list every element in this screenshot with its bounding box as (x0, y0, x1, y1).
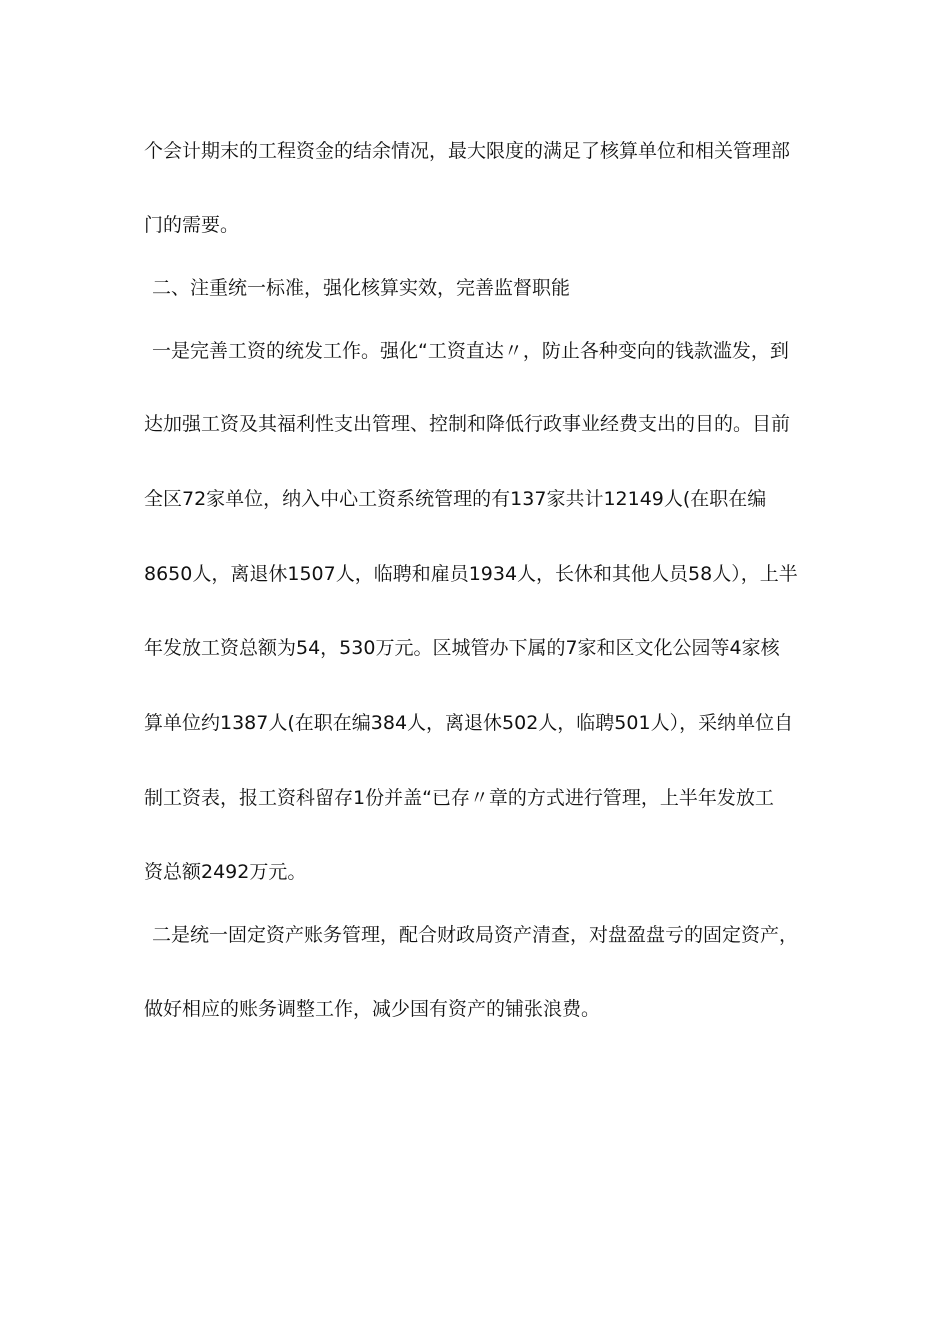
paragraph-line: 年发放工资总额为54，530万元。区城管办下属的7家和区文化公园等4家核 (144, 637, 780, 659)
section-heading: 二、注重统一标准，强化核算实效，完善监督职能 (152, 277, 571, 299)
paragraph-line: 二是统一固定资产账务管理，配合财政局资产清查，对盘盈盘亏的固定资产， (152, 924, 799, 946)
paragraph-line: 个会计期末的工程资金的结余情况，最大限度的满足了核算单位和相关管理部 (144, 140, 791, 162)
paragraph-line: 门的需要。 (144, 214, 240, 236)
paragraph-line: 做好相应的账务调整工作，减少国有资产的铺张浪费。 (144, 998, 601, 1020)
paragraph-line: 算单位约1387人(在职在编384人，离退休502人，临聘501人），采纳单位自 (144, 712, 794, 734)
paragraph-line: 全区72家单位，纳入中心工资系统管理的有137家共计12149人(在职在编 (144, 488, 767, 510)
paragraph-line: 一是完善工资的统发工作。强化“工资直达〃，防止各种变向的钱款滥发，到 (152, 340, 789, 362)
paragraph-line: 达加强工资及其福利性支出管理、控制和降低行政事业经费支出的目的。目前 (144, 413, 791, 435)
paragraph-line: 8650人，离退休1507人，临聘和雇员1934人，长休和其他人员58人），上半 (144, 563, 798, 585)
paragraph-line: 资总额2492万元。 (144, 861, 307, 883)
paragraph-line: 制工资表，报工资科留存1份并盖“已存〃章的方式进行管理，上半年发放工 (144, 787, 774, 809)
